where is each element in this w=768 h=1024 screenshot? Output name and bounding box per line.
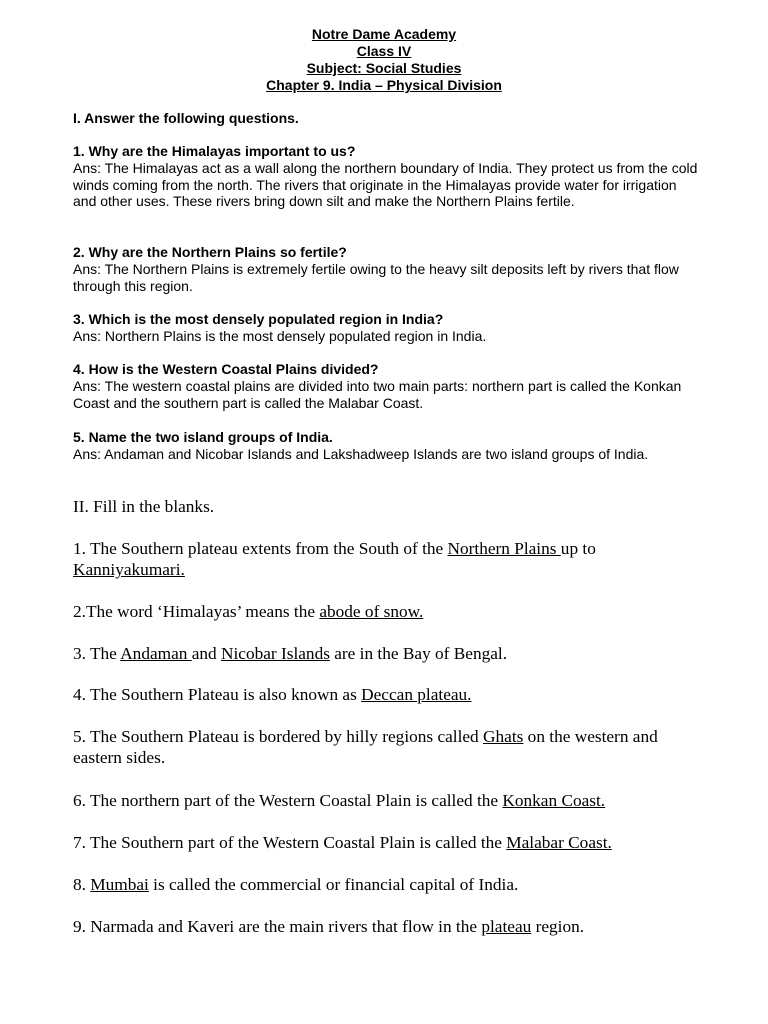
sentence-part: region.	[531, 917, 585, 936]
question-text: 5. Name the two island groups of India.	[73, 429, 333, 445]
chapter-title: Chapter 9. India – Physical Division	[266, 77, 502, 93]
answer-blank: Mumbai	[90, 875, 149, 894]
question-block-4	[73, 361, 698, 411]
class-label: Class IV	[356, 43, 412, 59]
fill-blank-item-9	[73, 916, 693, 937]
sentence-part: 7. The Southern part of the Western Coastal Plain is called the	[73, 833, 507, 852]
answer-blank: plateau	[481, 917, 532, 936]
answer-blank: Konkan Coast.	[502, 791, 606, 810]
answer-blank: abode of snow.	[319, 602, 424, 621]
question-block-5	[73, 429, 698, 463]
answer-text: Ans: Andaman and Nicobar Islands and Lakshadweep Islands are two island groups of India.	[73, 445, 649, 462]
question-text: 2. Why are the Northern Plains so fertile?	[73, 244, 347, 260]
question-text: 1. Why are the Himalayas important to us?	[73, 143, 356, 159]
document-header	[0, 26, 768, 94]
question-block-1	[73, 143, 698, 210]
sentence-part: 1. The Southern plateau extents from the South of the	[73, 539, 448, 558]
answer-blank: Malabar Coast.	[506, 833, 612, 852]
answer-blank: Nicobar Islands	[221, 644, 330, 663]
answer-text: Ans: The western coastal plains are divided into two main parts: northern part is called the Konkan Coast and the southern part is called the Malabar Coast.	[73, 377, 682, 411]
question-text: 3. Which is the most densely populated region in India?	[73, 311, 444, 327]
answer-text: Ans: Northern Plains is the most densely populated region in India.	[73, 327, 487, 344]
fill-blank-item-8	[73, 874, 693, 895]
fill-blank-item-1	[73, 538, 693, 580]
answer-blank: Andaman	[120, 644, 192, 663]
question-block-3	[73, 311, 698, 345]
fill-blank-item-6	[73, 790, 693, 811]
sentence-part: 6. The northern part of the Western Coastal Plain is called the	[73, 791, 503, 810]
sentence-part: and	[191, 644, 221, 663]
sentence-part: is called the commercial or financial capital of India.	[148, 875, 519, 894]
section-1-heading: I. Answer the following questions.	[73, 110, 299, 126]
sentence-part: 9. Narmada and Kaveri are the main rivers that flow in the	[73, 917, 482, 936]
section-2-heading: II. Fill in the blanks.	[73, 497, 215, 516]
fill-blank-item-7	[73, 832, 693, 853]
answer-blank: Northern Plains	[447, 539, 561, 558]
answer-blank: Kanniyakumari.	[73, 560, 185, 579]
answer-text: Ans: The Himalayas act as a wall along the northern boundary of India. They protect us from the cold winds coming from the north. The rivers that originate in the Himalayas provide water for irrigation and other uses. These rivers bring down silt and make the Northern Plains fertile.	[73, 159, 698, 210]
answer-text: Ans: The Northern Plains is extremely fertile owing to the heavy silt deposits left by rivers that flow through this region.	[73, 260, 679, 294]
school-name: Notre Dame Academy	[311, 26, 457, 42]
sentence-part: 8.	[73, 875, 91, 894]
sentence-part: are in the Bay of Bengal.	[329, 644, 508, 663]
sentence-part: on the western and eastern sides.	[73, 727, 658, 767]
sentence-part: 2.The word ‘Himalayas’ means the	[73, 602, 320, 621]
fill-blank-item-5	[73, 726, 693, 768]
sentence-part: 3. The	[73, 644, 121, 663]
question-text: 4. How is the Western Coastal Plains divided?	[73, 361, 379, 377]
sentence-part: 5. The Southern Plateau is bordered by hilly regions called	[73, 727, 484, 746]
answer-blank: Deccan plateau.	[361, 685, 472, 704]
fill-blank-item-4	[73, 684, 693, 705]
sentence-part: 4. The Southern Plateau is also known as	[73, 685, 362, 704]
fill-blank-item-3	[73, 643, 693, 664]
subject-label: Subject: Social Studies	[306, 60, 462, 76]
question-block-2	[73, 244, 698, 294]
fill-blank-item-2	[73, 601, 693, 622]
sentence-part: up to	[560, 539, 596, 558]
answer-blank: Ghats	[483, 727, 524, 746]
